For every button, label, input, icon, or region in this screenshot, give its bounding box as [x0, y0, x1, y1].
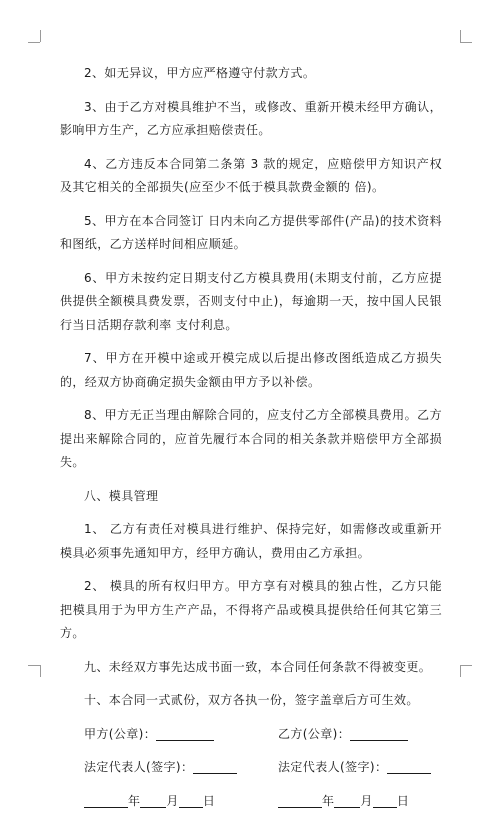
year-label: 年 — [128, 794, 140, 808]
section-heading-mold-management: 八、模具管理 — [60, 485, 442, 509]
party-b-seal-blank — [350, 726, 408, 741]
day-label: 日 — [397, 794, 409, 808]
party-b-date — [278, 790, 409, 813]
year-label: 年 — [322, 794, 334, 808]
month-blank — [334, 793, 360, 808]
clause-3: 3、由于乙方对模具维护不当，或修改、重新开模未经甲方确认，影响甲方生产，乙方应承担赔偿责任。 — [60, 96, 442, 143]
party-a-rep-blank — [193, 759, 237, 774]
year-blank — [278, 793, 322, 808]
party-b-rep-label: 法定代表人(签字)： — [278, 760, 387, 774]
month-label: 月 — [360, 794, 372, 808]
clause-5: 5、甲方在本合同签订 日内未向乙方提供零部件(产品)的技术资料和图纸，乙方送样时间相应顺延。 — [60, 210, 442, 257]
section-nine: 九、未经双方事先达成书面一致，本合同任何条款不得被变更。 — [60, 656, 442, 680]
party-a-rep-label: 法定代表人(签字)： — [84, 760, 193, 774]
date-row — [84, 790, 442, 813]
month-label: 月 — [166, 794, 178, 808]
day-label: 日 — [203, 794, 215, 808]
day-blank — [179, 793, 203, 808]
day-blank — [373, 793, 397, 808]
seal-row — [84, 723, 442, 747]
representative-row — [84, 756, 442, 780]
party-a-date — [84, 790, 278, 813]
party-a-seal-label: 甲方(公章)： — [84, 727, 156, 741]
clause-4: 4、乙方违反本合同第二条第 3 款的规定，应赔偿甲方知识产权及其它相关的全部损失(应至少不低于模具款费金额的 倍)。 — [60, 153, 442, 200]
clause-7: 7、甲方在开模中途或开模完成以后提出修改图纸造成乙方损失的，经双方协商确定损失金额由甲方予以补偿。 — [60, 347, 442, 394]
party-a-seal — [84, 723, 278, 747]
month-blank — [140, 793, 166, 808]
mold-clause-2: 2、 模具的所有权归甲方。甲方享有对模具的独占性，乙方只能把模具用于为甲方生产产品，不得将产品或模具提供给任何其它第三方。 — [60, 575, 442, 646]
clause-8: 8、甲方无正当理由解除合同的，应支付乙方全部模具费用。乙方提出来解除合同的，应首先履行本合同的相关条款并赔偿甲方全部损失。 — [60, 404, 442, 475]
clause-2: 2、如无异议，甲方应严格遵守付款方式。 — [60, 62, 442, 86]
section-ten: 十、本合同一式贰份，双方各执一份，签字盖章后方可生效。 — [60, 689, 442, 713]
party-b-rep-blank — [387, 759, 431, 774]
party-b-seal-label: 乙方(公章)： — [278, 727, 350, 741]
party-a-representative — [84, 756, 278, 780]
party-a-seal-blank — [156, 726, 214, 741]
party-b-representative — [278, 756, 431, 780]
clause-6: 6、甲方未按约定日期支付乙方模具费用(未期支付前，乙方应提供提供全额模具费发票，否则支付中止)，每逾期一天，按中国人民银行当日活期存款利率 支付利息。 — [60, 267, 442, 338]
mold-clause-1: 1、 乙方有责任对模具进行维护、保持完好，如需修改或重新开模具必须事先通知甲方，经甲方确认，费用由乙方承担。 — [60, 518, 442, 565]
party-b-seal — [278, 723, 408, 747]
year-blank — [84, 793, 128, 808]
document-body — [60, 62, 442, 813]
